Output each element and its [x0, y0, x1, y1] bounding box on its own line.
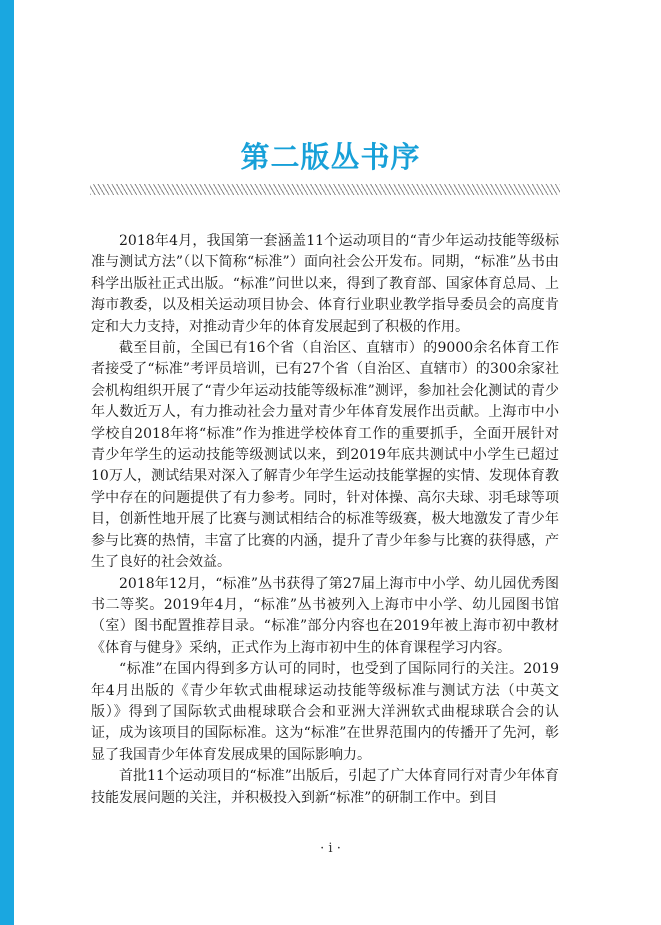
paragraph-5: 首批11个运动项目的“标准”出版后，引起了广大体育同行对青少年体育技能发展问题的关注，并积极投入到新“标准”的研制工作中。到目 [91, 768, 559, 806]
paragraph-3: 2018年12月，“标准”丛书获得了第27届上海市中小学、幼儿园优秀图书二等奖。2019年4月，“标准”丛书被列入上海市中小学、幼儿园图书馆（室）图书配置推荐目录。“标准”部分内容也在2019年被上海市初中教材《体育与健身》采纳，正式作为上海市初中生的体育课程学习内容。 [91, 575, 559, 656]
paragraph-4: “标准”在国内得到多方认可的同时，也受到了国际同行的关注。2019年4月出版的《青少年软式曲棍球运动技能等级标准与测试方法（中英文版）》得到了国际软式曲棍球联合会和亚洲大洋洲软式曲棍球联合会的认证，成为该项目的国际标准。这为“标准”在世界范围内的传播开了先河，彰显了我国青少年体育发展成果的国际影响力。 [91, 661, 559, 763]
paragraph-1: 2018年4月，我国第一套涵盖11个运动项目的“青少年运动技能等级标准与测试方法”（以下简称“标准”）面向社会公开发布。同期，“标准”丛书由科学出版社正式出版。“标准”问世以来，得到了教育部、国家体育总局、上海市教委，以及相关运动项目协会、体育行业职业教学指导委员会的高度肯定和大力支持，对推动青少年的体育发展起到了积极的作用。 [91, 233, 559, 335]
preface-body [91, 231, 559, 809]
hatched-divider [90, 184, 560, 195]
paragraph-2: 截至目前，全国已有16个省（自治区、直辖市）的9000余名体育工作者接受了“标准”考评员培训，已有27个省（自治区、直辖市）的300余家社会机构组织开展了“青少年运动技能等级标准”测评，参加社会化测试的青少年人数近万人，有力推动社会力量对青少年体育发展作出贡献。上海市中小学校自2018年将“标准”作为推进学校体育工作的重要抓手，全面开展针对青少年学生的运动技能等级测试以来，到2019年底共测试中小学生已超过10万人，测试结果对深入了解青少年学生运动技能掌握的实情、发现体育教学中存在的问题提供了有力参考。同时，针对体操、高尔夫球、羽毛球等项目，创新性地开展了比赛与测试相结合的标准等级赛，极大地激发了青少年参与比赛的热情，丰富了比赛的内涵，提升了青少年参与比赛的获得感，产生了良好的社会效益。 [91, 340, 559, 571]
page-title: 第二版丛书序 [240, 140, 421, 175]
page-number: · i · [320, 841, 341, 856]
